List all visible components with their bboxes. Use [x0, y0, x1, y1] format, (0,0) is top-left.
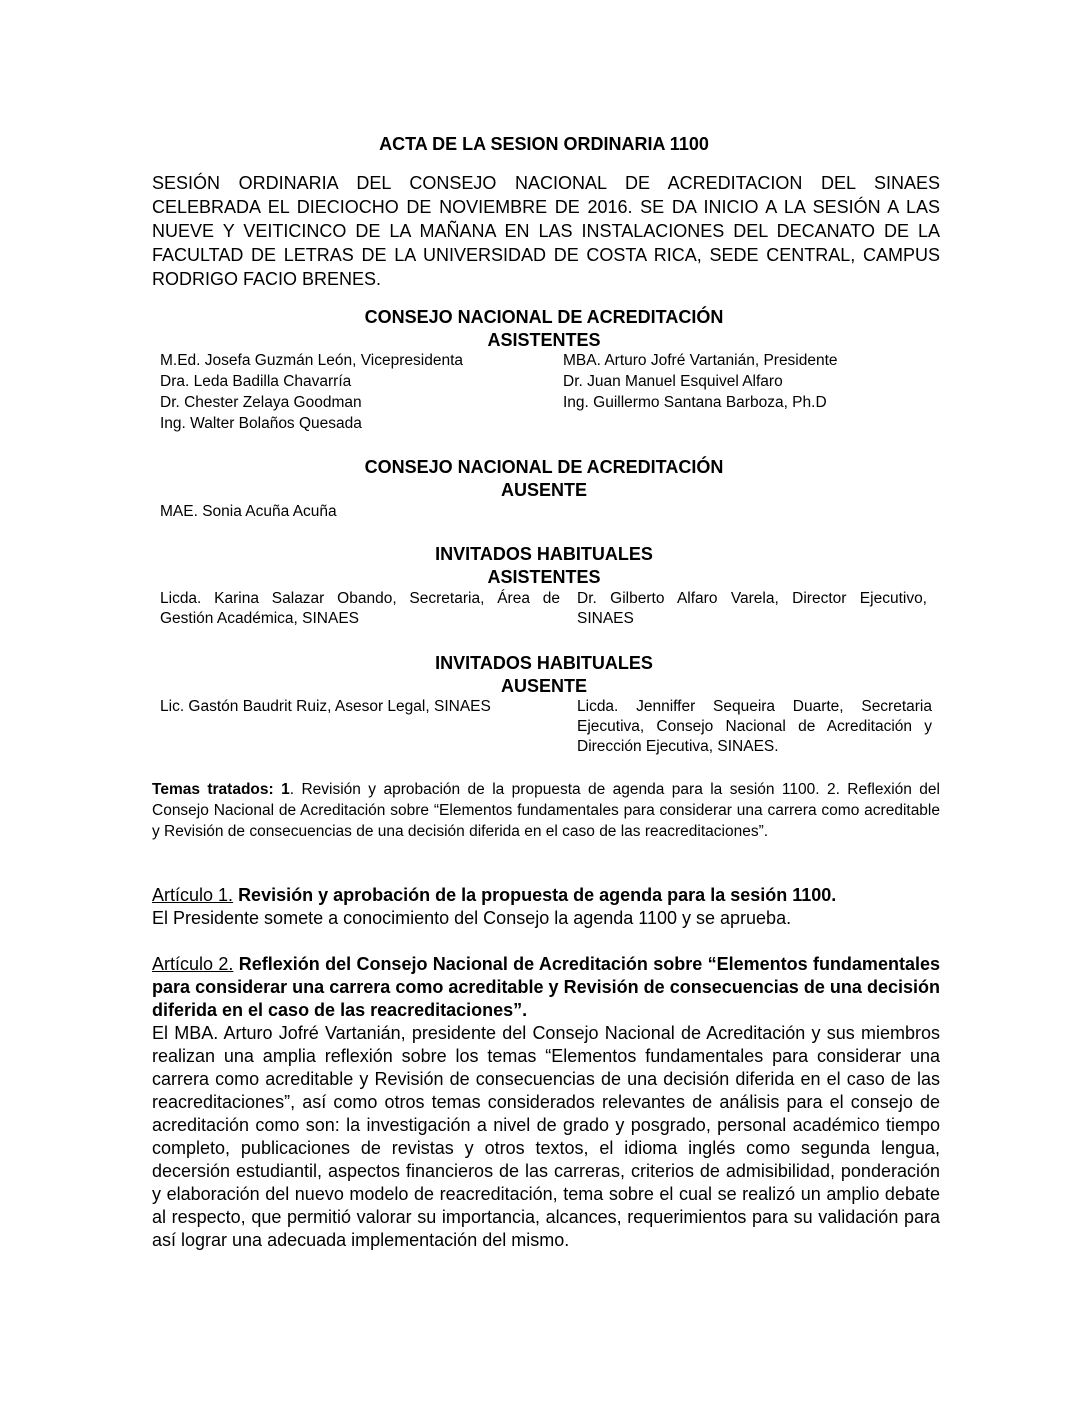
invitado-asistente-right: Dr. Gilberto Alfaro Varela, Director Ejecutivo, SINAES — [577, 590, 927, 627]
attendee-name: M.Ed. Josefa Guzmán León, Vicepresidenta — [160, 352, 463, 369]
document-title: ACTA DE LA SESION ORDINARIA 1100 — [379, 134, 709, 154]
articulo-1-body: El Presidente somete a conocimiento del Consejo la agenda 1100 y se aprueba. — [152, 908, 792, 928]
consejo-ausente-list — [160, 501, 560, 522]
attendee-name: Dr. Juan Manuel Esquivel Alfaro — [563, 373, 783, 390]
temas-text: . Revisión y aprobación de la propuesta de agenda para la sesión 1100. 2. Reflexión del Consejo Nacional de Acreditación sobre “Elementos fundamentales para considerar una carrera como acreditable y Revisión de consecuencias de una decisión diferida en el caso de las reacreditaciones”. — [152, 781, 940, 840]
attendee-name: Dra. Leda Badilla Chavarría — [160, 373, 352, 390]
articulo-1-heading: Revisión y aprobación de la propuesta de agenda para la sesión 1100. — [238, 885, 837, 905]
articulo-2 — [152, 953, 940, 1022]
invitado-ausente-left: Lic. Gastón Baudrit Ruiz, Asesor Legal, SINAES — [160, 698, 491, 715]
absentee-name: MAE. Sonia Acuña Acuña — [160, 503, 337, 520]
invitados-heading: INVITADOS HABITUALES — [435, 544, 653, 564]
articulo-1 — [152, 884, 940, 930]
invitados-heading: INVITADOS HABITUALES — [435, 653, 653, 673]
attendee-name: Dr. Chester Zelaya Goodman — [160, 394, 362, 411]
attendee-name: Ing. Guillermo Santana Barboza, Ph.D — [563, 394, 827, 411]
articulo-2-body: El MBA. Arturo Jofré Vartanián, presidente del Consejo Nacional de Acreditación y sus miembros realizan una amplia reflexión sobre los temas “Elementos fundamentales para considerar una carrera como acreditable y Revisión de consecuencias de una decisión diferida en el caso de las reacreditaciones”, así como otros temas considerados relevantes de análisis para el consejo de acreditación como son: la investigación a nivel de grado y posgrado, personal académico tiempo completo, publicaciones de revistas y otros textos, el idioma inglés como segunda lengua, decersión estudiantil, aspectos financieros de las carreras, criterios de admisibilidad, ponderación y elaboración del nuevo modelo de reacreditación, tema sobre el cual se realizó un amplio debate al respecto, que permitió valorar su importancia, alcances, requerimientos para su validación para así lograr una adecuada implementación del mismo. — [152, 1023, 940, 1250]
consejo-asistentes-left — [160, 350, 560, 434]
invitado-asistente-left: Licda. Karina Salazar Obando, Secretaria, Área de Gestión Académica, SINAES — [160, 590, 560, 627]
temas-label: Temas tratados: — [152, 781, 274, 798]
consejo-heading: CONSEJO NACIONAL DE ACREDITACIÓN — [364, 457, 724, 477]
intro-paragraph: SESIÓN ORDINARIA DEL CONSEJO NACIONAL DE ACREDITACION DEL SINAES CELEBRADA EL DIECIOCHO DE NOVIEMBRE DE 2016. SE DA INICIO A LA SESIÓN A LAS NUEVE Y VEITICINCO DE LA MAÑANA EN LAS INSTALACIONES DEL DECANATO DE LA FACULTAD DE LETRAS DE LA UNIVERSIDAD DE COSTA RICA, SEDE CENTRAL, CAMPUS RODRIGO FACIO BRENES. — [152, 173, 940, 289]
consejo-heading: CONSEJO NACIONAL DE ACREDITACIÓN — [364, 307, 724, 327]
temas-tratados — [152, 779, 940, 842]
ausente-heading: AUSENTE — [500, 480, 587, 500]
attendee-name: Ing. Walter Bolaños Quesada — [160, 415, 362, 432]
asistentes-heading: ASISTENTES — [487, 567, 601, 587]
ausente-heading: AUSENTE — [500, 676, 587, 696]
articulo-2-heading: Reflexión del Consejo Nacional de Acreditación sobre “Elementos fundamentales para considerar una carrera como acreditable y Revisión de consecuencias de una decisión diferida en el caso de las reacreditaciones”. — [152, 954, 940, 1020]
temas-number: 1 — [281, 781, 290, 798]
asistentes-heading: ASISTENTES — [487, 330, 601, 350]
articulo-1-label: Artículo 1. — [152, 885, 234, 905]
articulo-2-label: Artículo 2. — [152, 954, 234, 974]
consejo-asistentes-right — [563, 350, 938, 413]
invitado-ausente-right: Licda. Jenniffer Sequeira Duarte, Secretaria Ejecutiva, Consejo Nacional de Acreditación y Dirección Ejecutiva, SINAES. — [577, 698, 932, 755]
attendee-name: MBA. Arturo Jofré Vartanián, Presidente — [563, 352, 838, 369]
